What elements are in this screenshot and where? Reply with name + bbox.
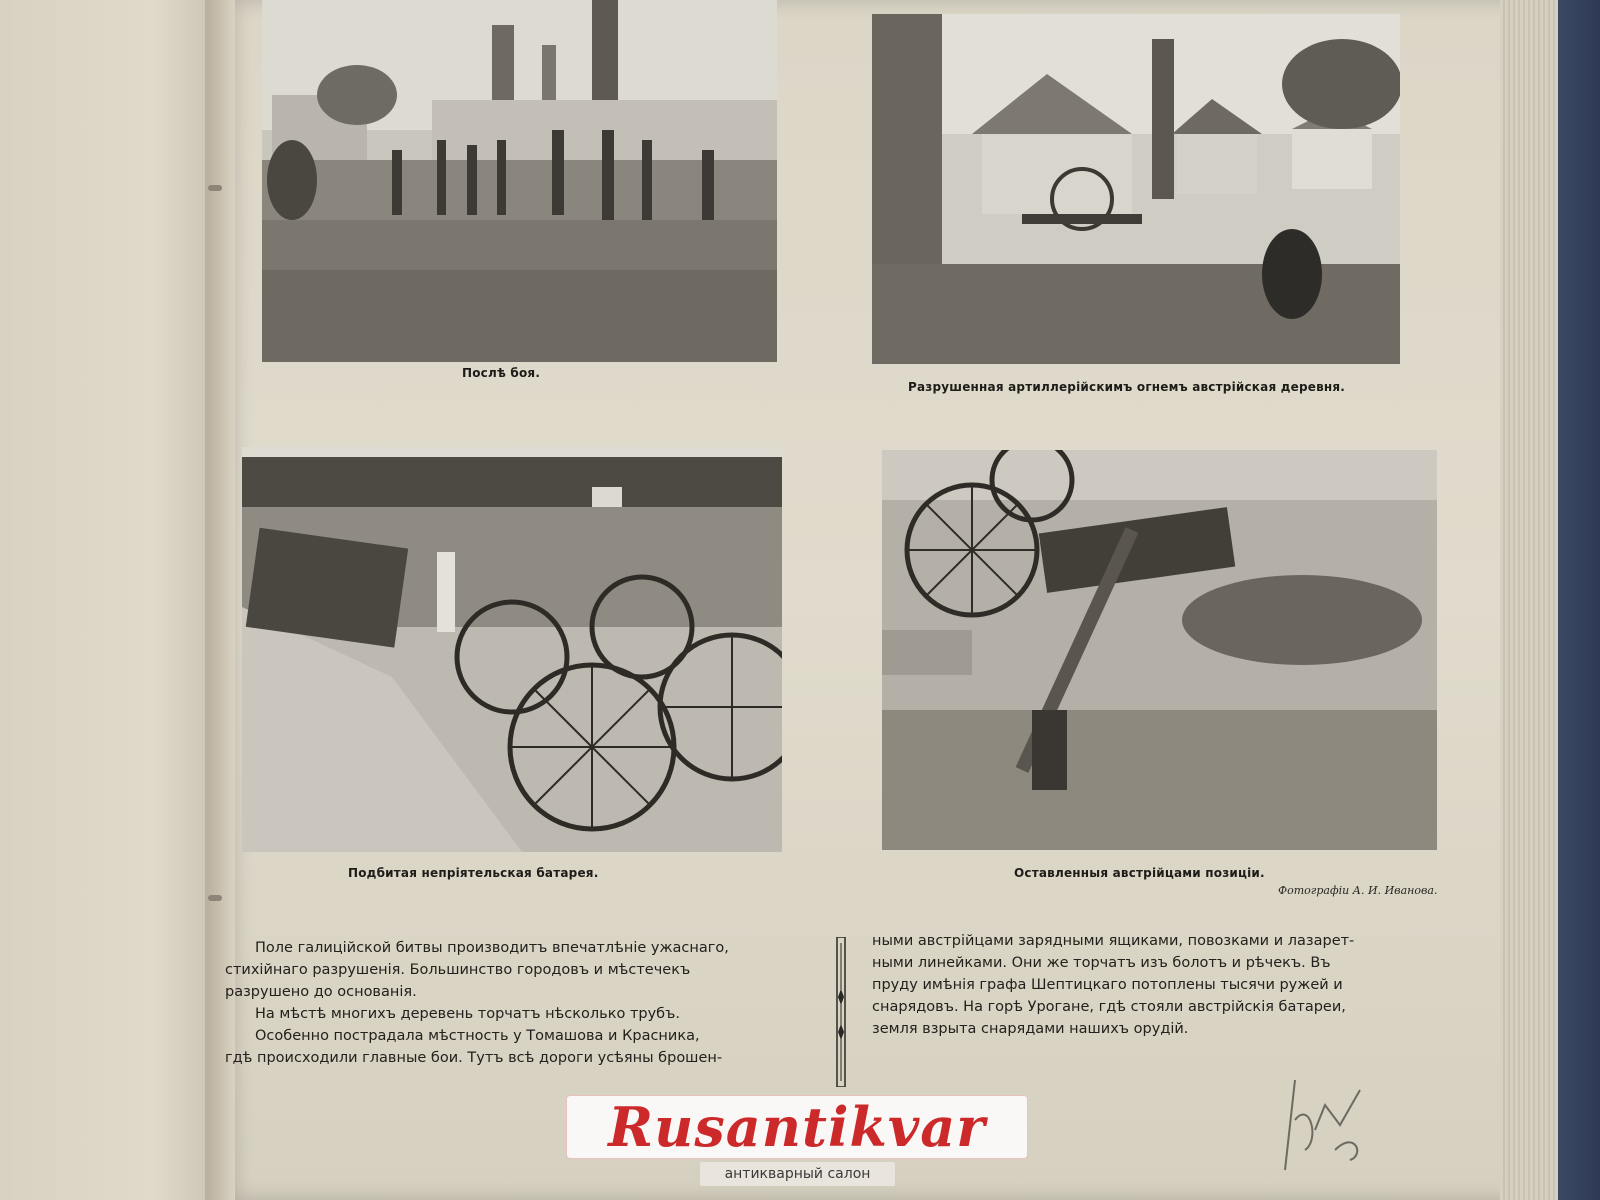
page-edges [1500, 0, 1558, 1200]
photo-after-battle [262, 0, 777, 362]
text-line: пруду имѣнія графа Шептицкаго потоплены тысячи ружей и [872, 977, 1343, 993]
left-page [0, 0, 220, 1200]
rusantikvar-logo [566, 1095, 1028, 1159]
photo-caption: Оставленныя австрійцами позиціи. [1014, 866, 1265, 880]
text-line: Особенно пострадала мѣстность у Томашова и Красника, [255, 1028, 700, 1044]
binding-stitch [208, 185, 222, 191]
photo-caption: Подбитая непріятельская батарея. [348, 866, 599, 880]
handwritten-signature [1265, 1060, 1375, 1180]
text-line: ными австрійцами зарядными ящиками, повозками и лазарет- [872, 933, 1355, 949]
text-line: земля взрыта снарядами нашихъ орудій. [872, 1021, 1189, 1037]
text-line: снарядовъ. На горѣ Урогане, гдѣ стояли австрійскія батареи, [872, 999, 1346, 1015]
logo-name: Rusantikvar [608, 1095, 986, 1159]
binding-stitch [208, 895, 222, 901]
photo-destroyed-village [872, 14, 1400, 364]
text-line: Поле галиційской битвы производитъ впечатлѣніе ужаснаго, [255, 940, 729, 956]
photo-caption: Разрушенная артиллерійскимъ огнемъ австрійская деревня. [908, 380, 1346, 394]
text-column-right [872, 930, 1354, 1040]
logo-tagline: антикварный салон [700, 1162, 895, 1186]
text-line: ными линейками. Они же торчатъ изъ болотъ и рѣчекъ. Въ [872, 955, 1331, 971]
book-cover-cloth [1552, 0, 1600, 1200]
text-line: стихійнаго разрушенія. Большинство городовъ и мѣстечекъ [225, 962, 691, 978]
column-divider-ornament [836, 937, 846, 1087]
text-line: разрушено до основанія. [225, 984, 417, 1000]
text-column-left [225, 937, 729, 1069]
photo-caption: Послѣ боя. [462, 366, 541, 380]
photo-destroyed-battery [242, 447, 782, 852]
text-line: гдѣ происходили главные бои. Тутъ всѣ дороги усѣяны брошен- [225, 1050, 723, 1066]
photo-abandoned-positions [882, 450, 1437, 850]
text-line: На мѣстѣ многихъ деревень торчатъ нѣсколько трубъ. [255, 1006, 680, 1022]
photo-credit: Фотографіи А. И. Иванова. [1278, 884, 1438, 897]
